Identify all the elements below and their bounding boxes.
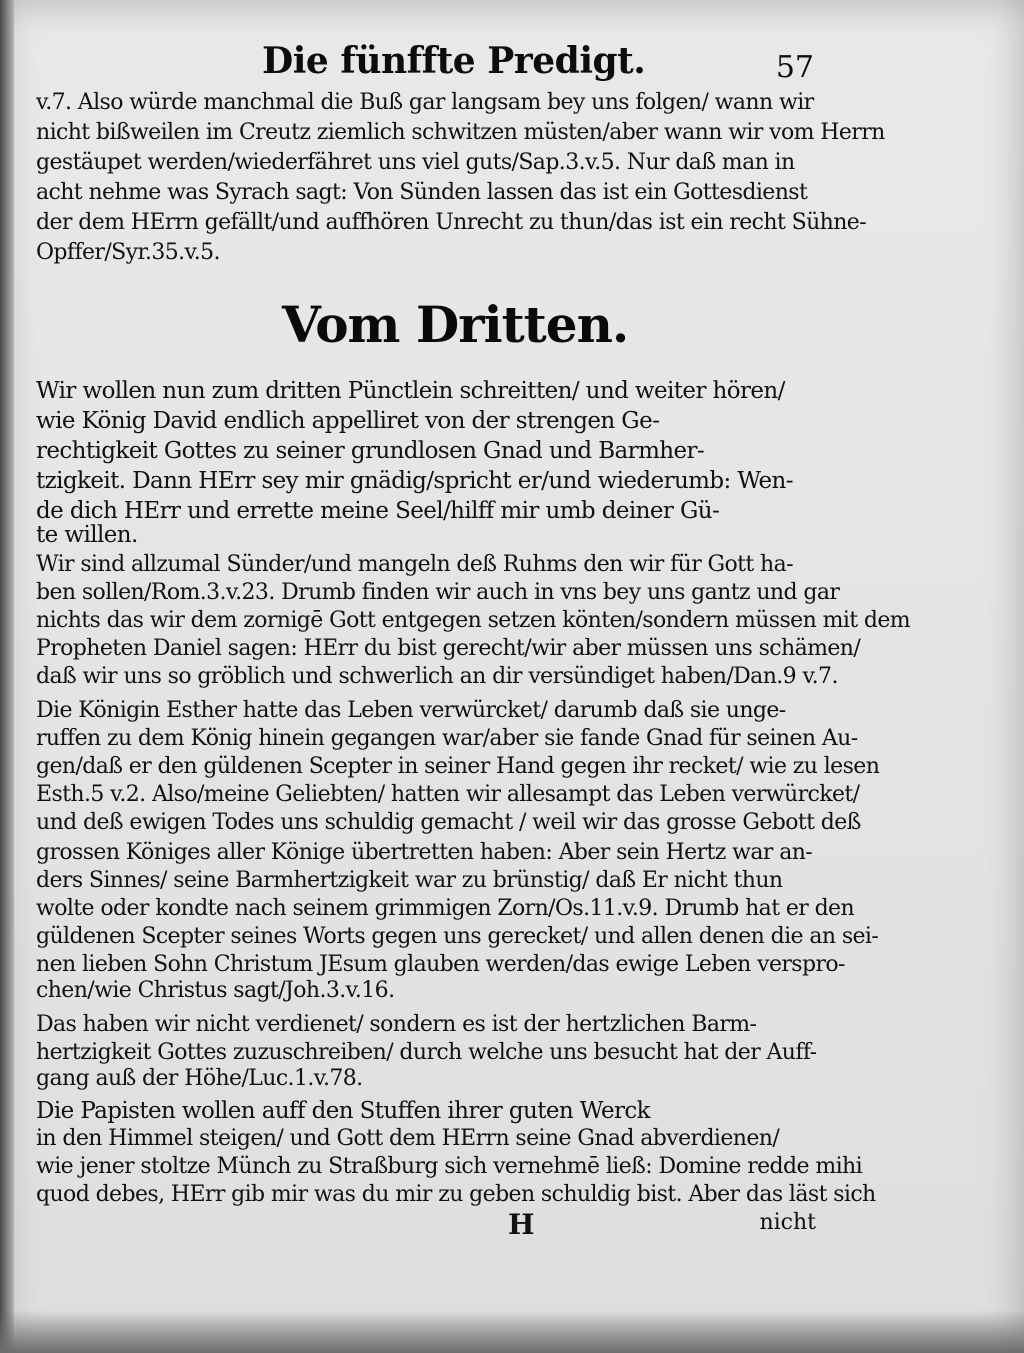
text-line: nen lieben Sohn Christum JEsum glauben werden/das ewige Leben verspro- — [36, 952, 845, 977]
page-number: 57 — [775, 50, 814, 85]
page-bottom-shadow — [0, 1310, 1024, 1353]
text-line: gestäupet werden/wiederfähret uns viel guts/Sap.3.v.5. Nur daß man in — [36, 150, 795, 175]
text-line: und deß ewigen Todes uns schuldig gemacht / weil wir das grosse Gebott deß — [36, 810, 861, 835]
text-line: wie König David endlich appelliret von der strengen Ge- — [36, 408, 660, 434]
text-line: nichts das wir dem zornigē Gott entgegen setzen könten/sondern müssen mit dem — [36, 608, 911, 633]
text-line: Wir sind allzumal Sünder/und mangeln deß Ruhms den wir für Gott ha- — [36, 552, 793, 577]
text-line: ruffen zu dem König hinein gegangen war/aber sie fande Gnad für seinen Au- — [36, 726, 858, 751]
text-line: chen/wie Christus sagt/Joh.3.v.16. — [36, 978, 395, 1003]
running-title: Die fünffte Predigt. — [262, 40, 646, 82]
text-line: in den Himmel steigen/ und Gott dem HErrn seine Gnad abverdienen/ — [36, 1126, 780, 1151]
text-line: gang auß der Höhe/Luc.1.v.78. — [36, 1066, 363, 1091]
text-line: der dem HErrn gefällt/und auffhören Unrecht zu thun/das ist ein recht Sühne- — [36, 210, 867, 235]
section-title: Vom Dritten. — [282, 295, 629, 354]
page-gutter-shadow — [0, 0, 14, 1353]
text-line: daß wir uns so gröblich und schwerlich an dir versündiget haben/Dan.9 v.7. — [36, 664, 838, 689]
text-line: acht nehme was Syrach sagt: Von Sünden lassen das ist ein Gottesdienst — [36, 180, 808, 205]
text-line: nicht bißweilen im Creutz ziemlich schwitzen müsten/aber wann wir vom Herrn — [36, 120, 885, 145]
text-line: Die Königin Esther hatte das Leben verwürcket/ darumb daß sie unge- — [36, 698, 786, 723]
text-line: tzigkeit. Dann HErr sey mir gnädig/spricht er/und wiederumb: Wen- — [36, 468, 793, 494]
text-line: Wir wollen nun zum dritten Pünctlein schreitten/ und weiter hören/ — [36, 378, 785, 404]
text-line: hertzigkeit Gottes zuzuschreiben/ durch welche uns besucht hat der Auff- — [36, 1040, 817, 1065]
text-line: gen/daß er den güldenen Scepter in seiner Hand gegen ihr recket/ wie zu lesen — [36, 754, 880, 779]
text-line: Opffer/Syr.35.v.5. — [36, 240, 220, 265]
text-line: Das haben wir nicht verdienet/ sondern es ist der hertzlichen Barm- — [36, 1012, 757, 1037]
catchword: nicht — [759, 1210, 816, 1235]
text-line: v.7. Also würde manchmal die Buß gar langsam bey uns folgen/ wann wir — [36, 90, 814, 115]
text-line: wolte oder kondte nach seinem grimmigen Zorn/Os.11.v.9. Drumb hat er den — [36, 896, 855, 921]
text-line: ben sollen/Rom.3.v.23. Drumb finden wir auch in vns bey uns gantz und gar — [36, 580, 840, 605]
text-line: wie jener stoltze Münch zu Straßburg sich vernehmē ließ: Domine redde mihi — [36, 1154, 863, 1179]
text-line: güldenen Scepter seines Worts gegen uns gerecket/ und allen denen die an sei- — [36, 924, 879, 949]
text-line: Die Papisten wollen auff den Stuffen ihrer guten Werck — [36, 1098, 650, 1124]
text-line: Propheten Daniel sagen: HErr du bist gerecht/wir aber müssen uns schämen/ — [36, 636, 861, 661]
text-line: grossen Königes aller Könige übertretten haben: Aber sein Hertz war an- — [36, 840, 813, 865]
text-line: de dich HErr und errette meine Seel/hilff mir umb deiner Gü- — [36, 498, 720, 524]
text-line: quod debes, HErr gib mir was du mir zu geben schuldig bist. Aber das läst sich — [36, 1182, 876, 1207]
signature-mark: H — [508, 1208, 535, 1241]
text-line: te willen. — [36, 522, 138, 548]
text-line: ders Sinnes/ seine Barmhertzigkeit war zu brünstig/ daß Er nicht thun — [36, 868, 783, 893]
text-line: Esth.5 v.2. Also/meine Geliebten/ hatten wir allesampt das Leben verwürcket/ — [36, 782, 860, 807]
text-line: rechtigkeit Gottes zu seiner grundlosen Gnad und Barmher- — [36, 438, 705, 464]
